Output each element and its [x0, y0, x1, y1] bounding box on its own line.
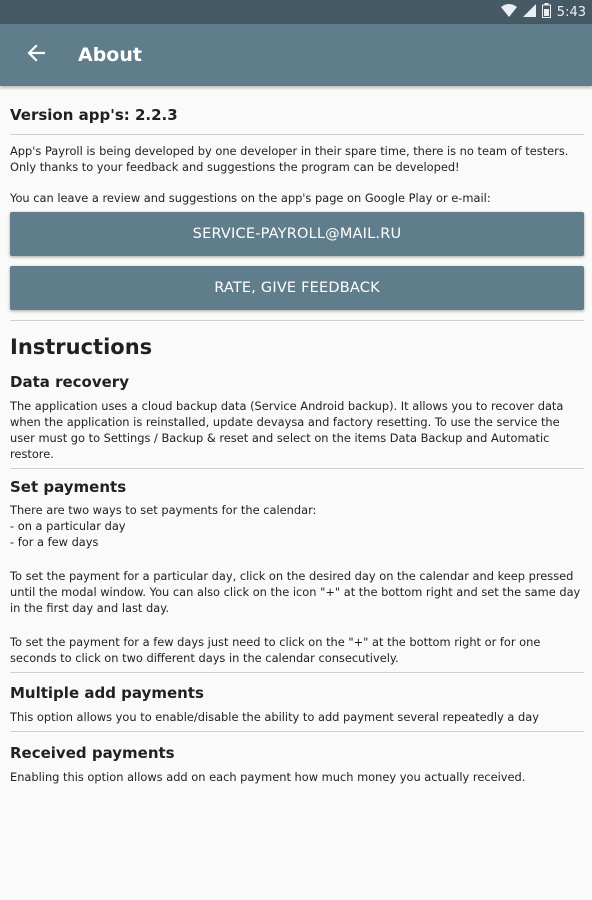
divider: [10, 468, 584, 469]
divider: [10, 134, 584, 135]
intro-text: App's Payroll is being developed by one developer in their spare time, there is no team of testers. Only thanks to your feedback and suggestions the program can be developed!: [10, 144, 569, 174]
received-payments-title: Received payments: [10, 744, 175, 762]
multiple-add-title: Multiple add payments: [10, 684, 204, 702]
wifi-icon: [501, 4, 517, 21]
status-bar: [0, 0, 592, 24]
arrow-left-icon: [27, 44, 45, 66]
email-button[interactable]: SERVICE-PAYROLL@MAIL.RU: [10, 212, 584, 256]
instructions-heading: Instructions: [10, 335, 153, 359]
app-bar-title: About: [78, 44, 142, 66]
rate-feedback-button[interactable]: RATE, GIVE FEEDBACK: [10, 266, 584, 310]
version-label: Version app's: 2.2.3: [10, 106, 178, 124]
divider: [10, 672, 584, 673]
divider: [10, 320, 584, 321]
set-payments-option-1: - on a particular day: [10, 519, 126, 533]
about-content: [10, 104, 584, 785]
status-icons: [501, 3, 586, 22]
set-payments-paragraph-2: To set the payment for a few days just need to click on the "+" at the bottom right or for one seconds to click on two different days in the calendar consecutively.: [10, 635, 541, 665]
multiple-add-text: This option allows you to enable/disable the ability to add payment several repeatedly a day: [10, 710, 539, 724]
app-bar: [0, 24, 592, 86]
signal-icon: [523, 4, 536, 21]
contact-text: You can leave a review and suggestions on the app's page on Google Play or e-mail:: [10, 191, 491, 205]
back-button[interactable]: [22, 41, 50, 69]
divider: [10, 731, 584, 732]
battery-icon: [542, 3, 551, 22]
set-payments-title: Set payments: [10, 478, 127, 496]
received-payments-text: Enabling this option allows add on each payment how much money you actually received.: [10, 770, 526, 784]
set-payments-paragraph-1: To set the payment for a particular day, click on the desired day on the calendar and keep pressed until the modal window. You can also click on the icon "+" at the bottom right and set the same day in the first day and last day.: [10, 569, 581, 615]
data-recovery-text: The application uses a cloud backup data (Service Android backup). It allows you to recover data when the application is reinstalled, update devaysa and factory resetting. To use the service the user must go to Settings / Backup & reset and select on the items Data Backup and Automatic restore.: [10, 399, 564, 461]
data-recovery-title: Data recovery: [10, 373, 129, 391]
set-payments-intro: There are two ways to set payments for the calendar:: [10, 503, 317, 517]
clock-time: 5:43: [556, 5, 586, 20]
set-payments-option-2: - for a few days: [10, 535, 99, 549]
